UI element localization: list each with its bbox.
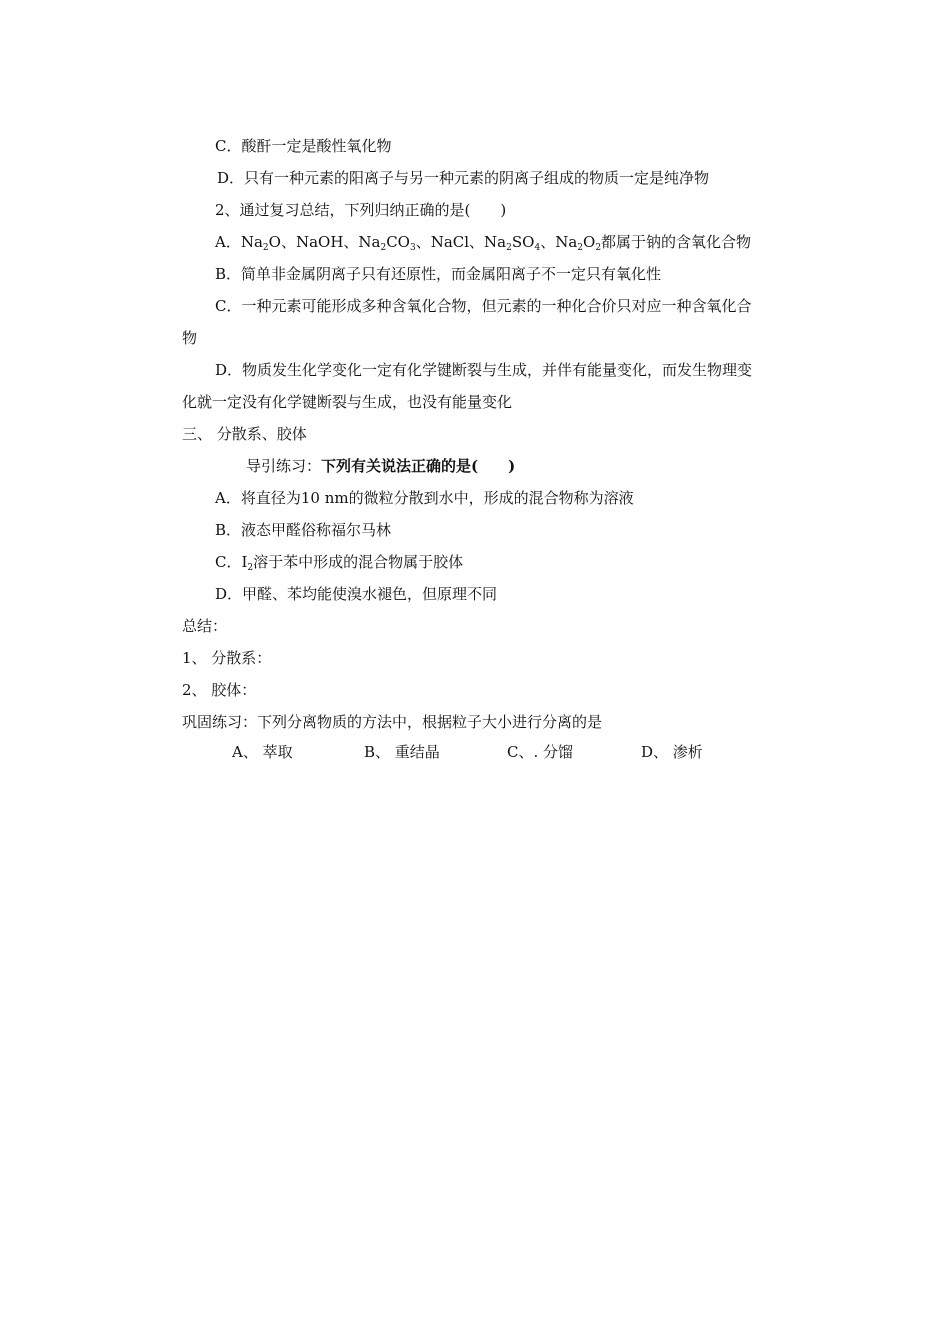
formula-part: 、NaCl、Na [415,233,507,251]
subscript: 4 [534,243,541,253]
formula-part: Na [240,233,263,251]
q2-option-c-line2: 物 [182,329,198,347]
q2-option-b: B．简单非金属阴离子只有还原性，而金属阳离子不一定只有氧化性 [215,265,662,283]
consolidate-question: 巩固练习：下列分离物质的方法中，根据粒子大小进行分离的是 [182,713,603,731]
guide-option-c [215,552,463,572]
q2-option-c-line1: C．一种元素可能形成多种含氧化合物，但元素的一种化合价只对应一种含氧化合 [215,297,752,315]
formula-part: SO [511,233,535,251]
choice-b: B、 重结晶 [364,743,440,761]
formula-part: CO [386,233,410,251]
subscript: 3 [409,243,416,253]
summary-label: 总结： [182,617,228,635]
guide-option-d: D．甲醛、苯均能使溴水褪色，但原理不同 [215,585,498,603]
q2-stem: 2、通过复习总结，下列归纳正确的是( ) [215,201,507,219]
guide-option-c-suffix: 溶于苯中形成的混合物属于胶体 [253,553,464,571]
guide-option-a: A．将直径为10 nm的微粒分散到水中，形成的混合物称为溶液 [215,489,634,507]
formula-part: O、NaOH、Na [268,233,381,251]
subscript: 2 [595,243,602,253]
subscript: 2 [506,243,512,253]
q2-option-a [215,232,751,252]
q2-option-a-prefix: A． [215,233,241,251]
q2-option-d-line1: D．物质发生化学变化一定有化学键断裂与生成，并伴有能量变化，而发生物理变 [215,361,753,379]
subscript: 2 [262,243,269,253]
q1-option-c: C．酸酐一定是酸性氧化物 [215,137,392,155]
formula-part: O [583,233,596,251]
subscript: 2 [577,243,583,253]
summary-item-2: 2、 胶体： [182,681,257,699]
choice-d: D、 渗析 [641,743,703,761]
guide-option-c-prefix: C．I [215,553,248,571]
guide-question: 下列有关说法正确的是( ) [321,457,516,475]
summary-item-1: 1、 分散系： [182,649,272,667]
q1-option-d: D．只有一种元素的阳离子与另一种元素的阴离子组成的物质一定是纯净物 [217,169,710,187]
guide-option-b: B．液态甲醛俗称福尔马林 [215,521,392,539]
section-heading: 三、 分散系、胶体 [182,425,307,443]
subscript: 2 [247,563,254,573]
choice-a: A、 萃取 [232,743,293,761]
q2-option-d-line2: 化就一定没有化学键断裂与生成，也没有能量变化 [182,393,513,411]
q2-option-a-suffix: 都属于钠的含氧化合物 [601,233,752,251]
guide-label: 导引练习： [246,457,322,475]
formula-part: 、Na [540,233,578,251]
subscript: 2 [380,243,387,253]
guide-exercise [246,456,515,476]
choice-c: C、. 分馏 [507,743,574,761]
